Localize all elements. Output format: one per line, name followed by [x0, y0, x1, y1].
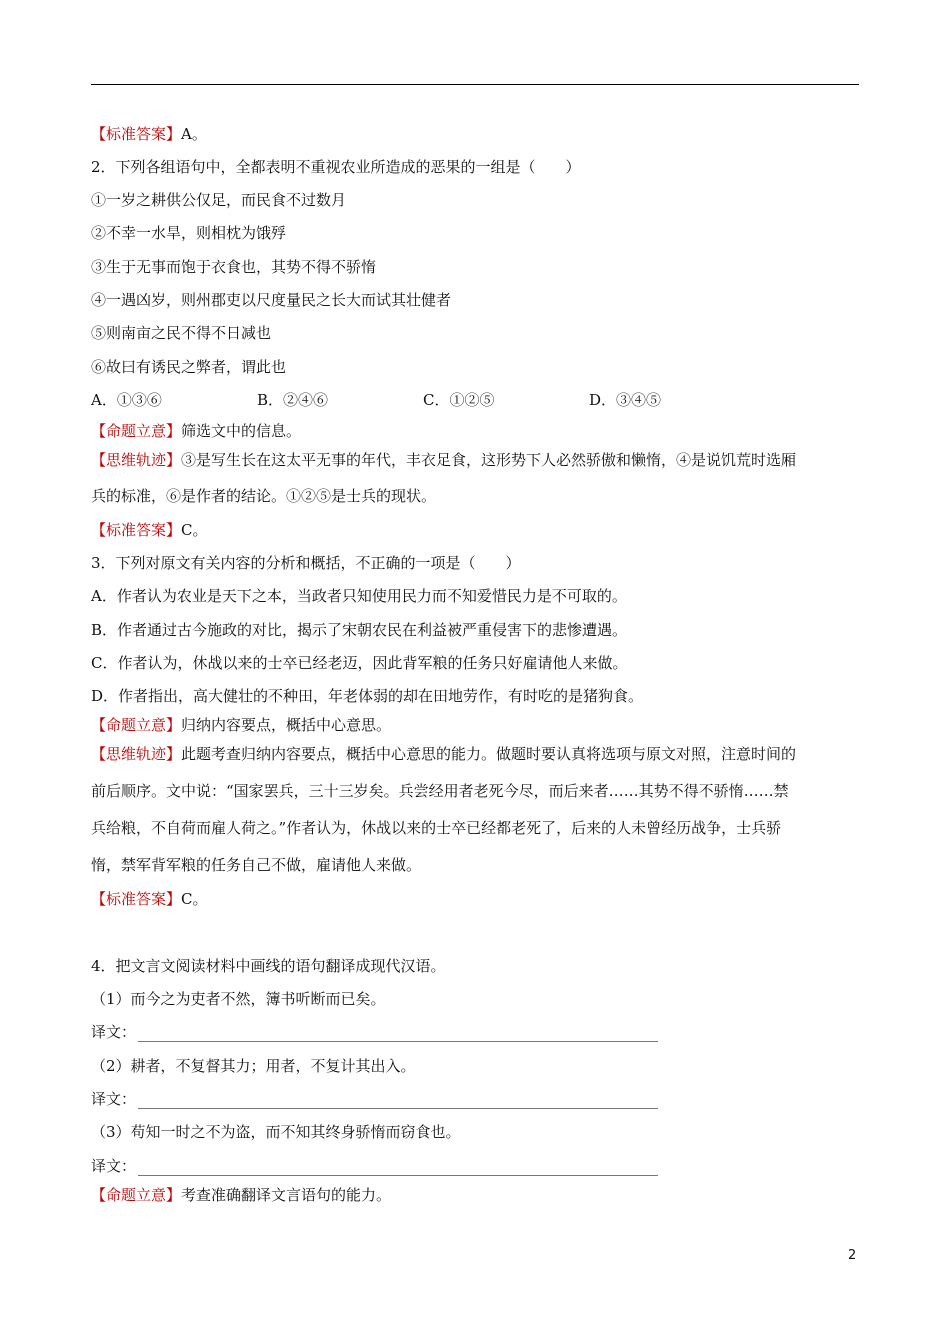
answer-tag: 【标准答案】	[91, 890, 182, 908]
q3-intent: 归纳内容要点，概括中心意思。	[181, 716, 392, 734]
q2-thinking-line-2: 兵的标准，⑥是作者的结论。①②⑤是士兵的现状。	[91, 487, 437, 505]
q4-stem: 4．把文言文阅读材料中画线的语句翻译成现代汉语。	[91, 957, 446, 975]
intent-tag: 【命题立意】	[91, 1186, 182, 1204]
q2-item-6: ⑥故曰有诱民之弊者，谓此也	[91, 358, 287, 376]
intent-tag: 【命题立意】	[91, 422, 182, 440]
q2-stem: 2．下列各组语句中，全都表明不重视农业所造成的恶果的一组是（ ）	[91, 158, 581, 176]
q3-option-d: D．作者指出，高大健壮的不种田，年老体弱的却在田地劳作，有时吃的是猪狗食。	[91, 687, 644, 705]
q4-translation-2	[91, 1089, 658, 1109]
translation-label: 译文：	[91, 1157, 137, 1175]
q3-thinking-line-1	[91, 744, 796, 764]
q2-intent-line	[91, 421, 301, 441]
q3-thinking-line-2: 前后顺序。文中说：“国家罢兵，三十三岁矣。兵尝经用者老死今尽，而后来者……其势不得不骄惰……禁	[91, 782, 789, 800]
q2-item-5: ⑤则南亩之民不得不日减也	[91, 324, 272, 342]
translation-3-blank[interactable]	[138, 1160, 658, 1176]
q3-answer: C。	[181, 890, 208, 908]
q4-intent: 考查准确翻译文言语句的能力。	[181, 1186, 392, 1204]
q3-thinking-1: 此题考查归纳内容要点，概括中心意思的能力。做题时要认真将选项与原文对照，注意时间的	[181, 745, 797, 763]
q2-item-2: ②不幸一水旱，则相枕为饿殍	[91, 224, 287, 242]
q2-option-c: C．①②⑤	[423, 391, 495, 409]
q3-thinking-line-3: 兵给粮，不自荷而雇人荷之。”作者认为，休战以来的士卒已经都老死了，后来的人未曾经历战争，士兵骄	[91, 819, 782, 837]
q4-translation-3	[91, 1156, 658, 1176]
translation-label: 译文：	[91, 1090, 137, 1108]
header-rule	[91, 84, 859, 85]
answer-tag: 【标准答案】	[91, 521, 182, 539]
page-number: 2	[848, 1248, 857, 1263]
q2-thinking-line-1	[91, 450, 796, 470]
q3-answer-line	[91, 889, 208, 909]
q3-thinking-line-4: 惰，禁军背军粮的任务自己不做，雇请他人来做。	[91, 856, 422, 874]
q2-answer: C。	[181, 521, 208, 539]
q2-option-d: D．③④⑤	[589, 391, 662, 409]
q2-item-3: ③生于无事而饱于衣食也，其势不得不骄惰	[91, 258, 377, 276]
q2-intent: 筛选文中的信息。	[181, 422, 302, 440]
thinking-tag: 【思维轨迹】	[91, 745, 182, 763]
q3-intent-line	[91, 715, 391, 735]
intent-tag: 【命题立意】	[91, 716, 182, 734]
q2-thinking-1: ③是写生长在这太平无事的年代，丰衣足食，这形势下人必然骄傲和懒惰，④是说饥荒时选厢	[181, 451, 797, 469]
q2-answer-line	[91, 520, 208, 540]
q2-option-a: A．①③⑥	[91, 391, 162, 409]
q4-sentence-2: （2）耕者，不复督其力；用者，不复计其出入。	[91, 1057, 416, 1075]
translation-2-blank[interactable]	[138, 1093, 658, 1109]
q4-sentence-1: （1）而今之为吏者不然，簿书听断而已矣。	[91, 990, 386, 1008]
answer-tag: 【标准答案】	[91, 125, 182, 143]
q3-stem: 3．下列对原文有关内容的分析和概括，不正确的一项是（ ）	[91, 554, 521, 572]
translation-label: 译文：	[91, 1023, 137, 1041]
q2-option-b: B．②④⑥	[257, 391, 329, 409]
q4-sentence-3: （3）苟知一时之不为盗，而不知其终身骄惰而窃食也。	[91, 1123, 461, 1141]
q4-intent-line	[91, 1185, 391, 1205]
q2-item-4: ④一遇凶岁，则州郡吏以尺度量民之长大而试其壮健者	[91, 291, 452, 309]
thinking-tag: 【思维轨迹】	[91, 451, 182, 469]
q1-answer-line	[91, 124, 207, 144]
q4-translation-1	[91, 1022, 658, 1042]
q3-option-c: C．作者认为，休战以来的士卒已经老迈，因此背军粮的任务只好雇请他人来做。	[91, 654, 628, 672]
q2-item-1: ①一岁之耕供公仅足，而民食不过数月	[91, 191, 347, 209]
q2-options	[91, 390, 755, 410]
q3-option-b: B．作者通过古今施政的对比，揭示了宋朝农民在利益被严重侵害下的悲惨遭遇。	[91, 621, 628, 639]
q1-answer: A。	[181, 125, 207, 143]
q3-option-a: A．作者认为农业是天下之本，当政者只知使用民力而不知爱惜民力是不可取的。	[91, 587, 627, 605]
translation-1-blank[interactable]	[138, 1026, 658, 1042]
